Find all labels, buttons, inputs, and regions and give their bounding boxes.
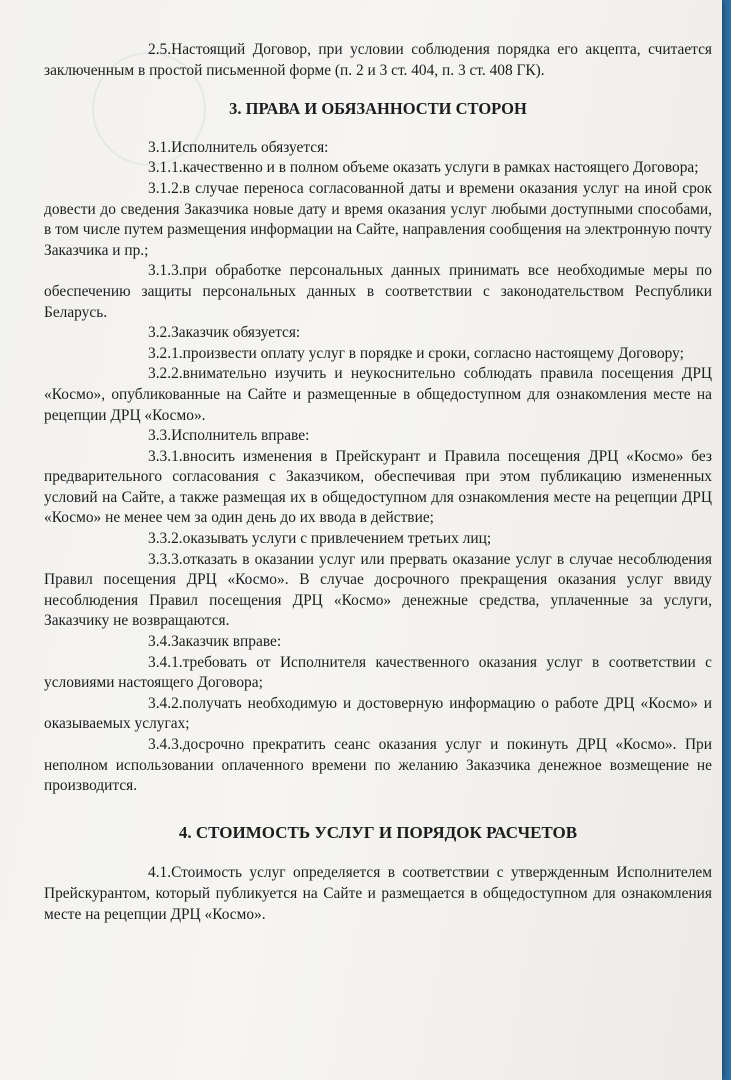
clause-text: Настоящий Договор, при условии соблюдения порядка его акцепта, считается заключенным в простой письменной форме (п. 2 и 3 ст. 404, п. 3 ст. 408 ГК). <box>44 41 712 79</box>
clause-number: 3.3.3. <box>148 550 183 568</box>
clause-text: в случае переноса согласованной даты и времени оказания услуг на иной срок довести до сведения Заказчика новые дату и время оказания услуг любыми доступными способами, в том числе путем размещения информации на Сайте, направления сообщения на электронную почту Заказчика и пр.; <box>44 179 712 259</box>
clause-3-1 <box>44 138 712 159</box>
document-body <box>44 40 712 925</box>
clause-3-2-2 <box>44 364 712 426</box>
clause-text: произвести оплату услуг в порядке и сроки, согласно настоящему Договору; <box>182 344 684 362</box>
clause-3-4-1 <box>44 653 712 694</box>
clause-number: 3.3.2. <box>148 530 183 548</box>
clause-3-3 <box>44 426 712 447</box>
clause-number: 3.1. <box>148 138 172 156</box>
clause-2-5 <box>44 40 712 81</box>
clause-text: качественно и в полном объеме оказать услуги в рамках настоящего Договора; <box>182 159 699 177</box>
clause-number: 3.2. <box>148 324 172 342</box>
clause-text: требовать от Исполнителя качественного оказания услуг в соответствии с условиями настоящего Договора; <box>44 653 712 692</box>
clause-number: 3.1.2. <box>148 179 183 197</box>
clause-text: получать необходимую и достоверную информацию о работе ДРЦ «Космо» и оказываемых услугах; <box>44 694 712 733</box>
clause-3-4 <box>44 632 712 653</box>
section-4-title: 4. СТОИМОСТЬ УСЛУГ И ПОРЯДОК РАСЧЕТОВ <box>178 822 578 842</box>
clause-number: 3.4.1. <box>148 653 183 671</box>
clause-number: 3.3.1. <box>148 447 183 465</box>
clause-3-3-1 <box>44 447 712 529</box>
clause-3-4-2 <box>44 694 712 735</box>
clause-text: Исполнитель обязуется: <box>171 138 329 156</box>
clause-number: 3.4.2. <box>148 694 183 712</box>
clause-text: Заказчик вправе: <box>171 633 282 651</box>
clause-number: 3.3. <box>148 427 172 445</box>
section-3-title: 3. ПРАВА И ОБЯЗАННОСТИ СТОРОН <box>229 99 527 119</box>
clause-3-1-3 <box>44 261 712 323</box>
clause-number: 3.4. <box>148 633 172 651</box>
clause-3-3-2 <box>44 529 712 550</box>
clause-number: 4.1. <box>148 864 172 882</box>
clause-text: при обработке персональных данных принимать все необходимые меры по обеспечению защиты персональных данных в соответствии с законодательством Республики Беларусь. <box>44 262 712 321</box>
clause-number: 3.2.1. <box>148 344 183 362</box>
clause-3-2-1 <box>44 344 712 365</box>
clause-text: вносить изменения в Прейскурант и Правила посещения ДРЦ «Космо» без предварительного согласования с Заказчиком, обеспечивая при этом публикацию измененных условий на Сайте, а также размещая их в общедоступном для ознакомления месте на рецепции ДРЦ «Космо» не менее чем за один день до их ввода в действие; <box>44 447 712 527</box>
clause-number: 2.5. <box>148 41 172 58</box>
clause-3-1-2 <box>44 179 712 261</box>
clause-number: 3.1.1. <box>148 159 183 177</box>
clause-number: 3.2.2. <box>148 365 183 383</box>
clause-text: Заказчик обязуется: <box>171 324 301 342</box>
clause-3-2 <box>44 323 712 344</box>
clause-text: Стоимость услуг определяется в соответствии с утвержденным Исполнителем Прейскурантом, который публикуется на Сайте и размещается в общедоступном для ознакомления месте на рецепции ДРЦ «Космо». <box>44 864 712 923</box>
clause-text: Исполнитель вправе: <box>171 427 310 445</box>
clause-number: 3.1.3. <box>148 262 183 280</box>
clause-4-1 <box>44 863 712 925</box>
clause-text: отказать в оказании услуг или прервать оказание услуг в случае несоблюдения Правил посещения ДРЦ «Космо». В случае досрочного прекращения оказания услуг ввиду несоблюдения Правил посещения ДРЦ «Космо» денежные средства, уплаченные за услуги, Заказчику не возвращаются. <box>44 550 712 630</box>
clause-3-4-3 <box>44 735 712 797</box>
clause-number: 3.4.3. <box>148 736 183 753</box>
clause-text: досрочно прекратить сеанс оказания услуг и покинуть ДРЦ «Космо». При неполном использовании оплаченного времени по желанию Заказчика денежное возмещение не производится. <box>44 736 712 795</box>
clause-text: оказывать услуги с привлечением третьих лиц; <box>182 530 492 548</box>
clause-3-1-1 <box>44 158 712 179</box>
clause-text: внимательно изучить и неукоснительно соблюдать правила посещения ДРЦ «Космо», опубликованные на Сайте и размещенные в общедоступном для ознакомления месте на рецепции ДРЦ «Космо». <box>44 365 712 424</box>
clause-3-3-3 <box>44 550 712 632</box>
